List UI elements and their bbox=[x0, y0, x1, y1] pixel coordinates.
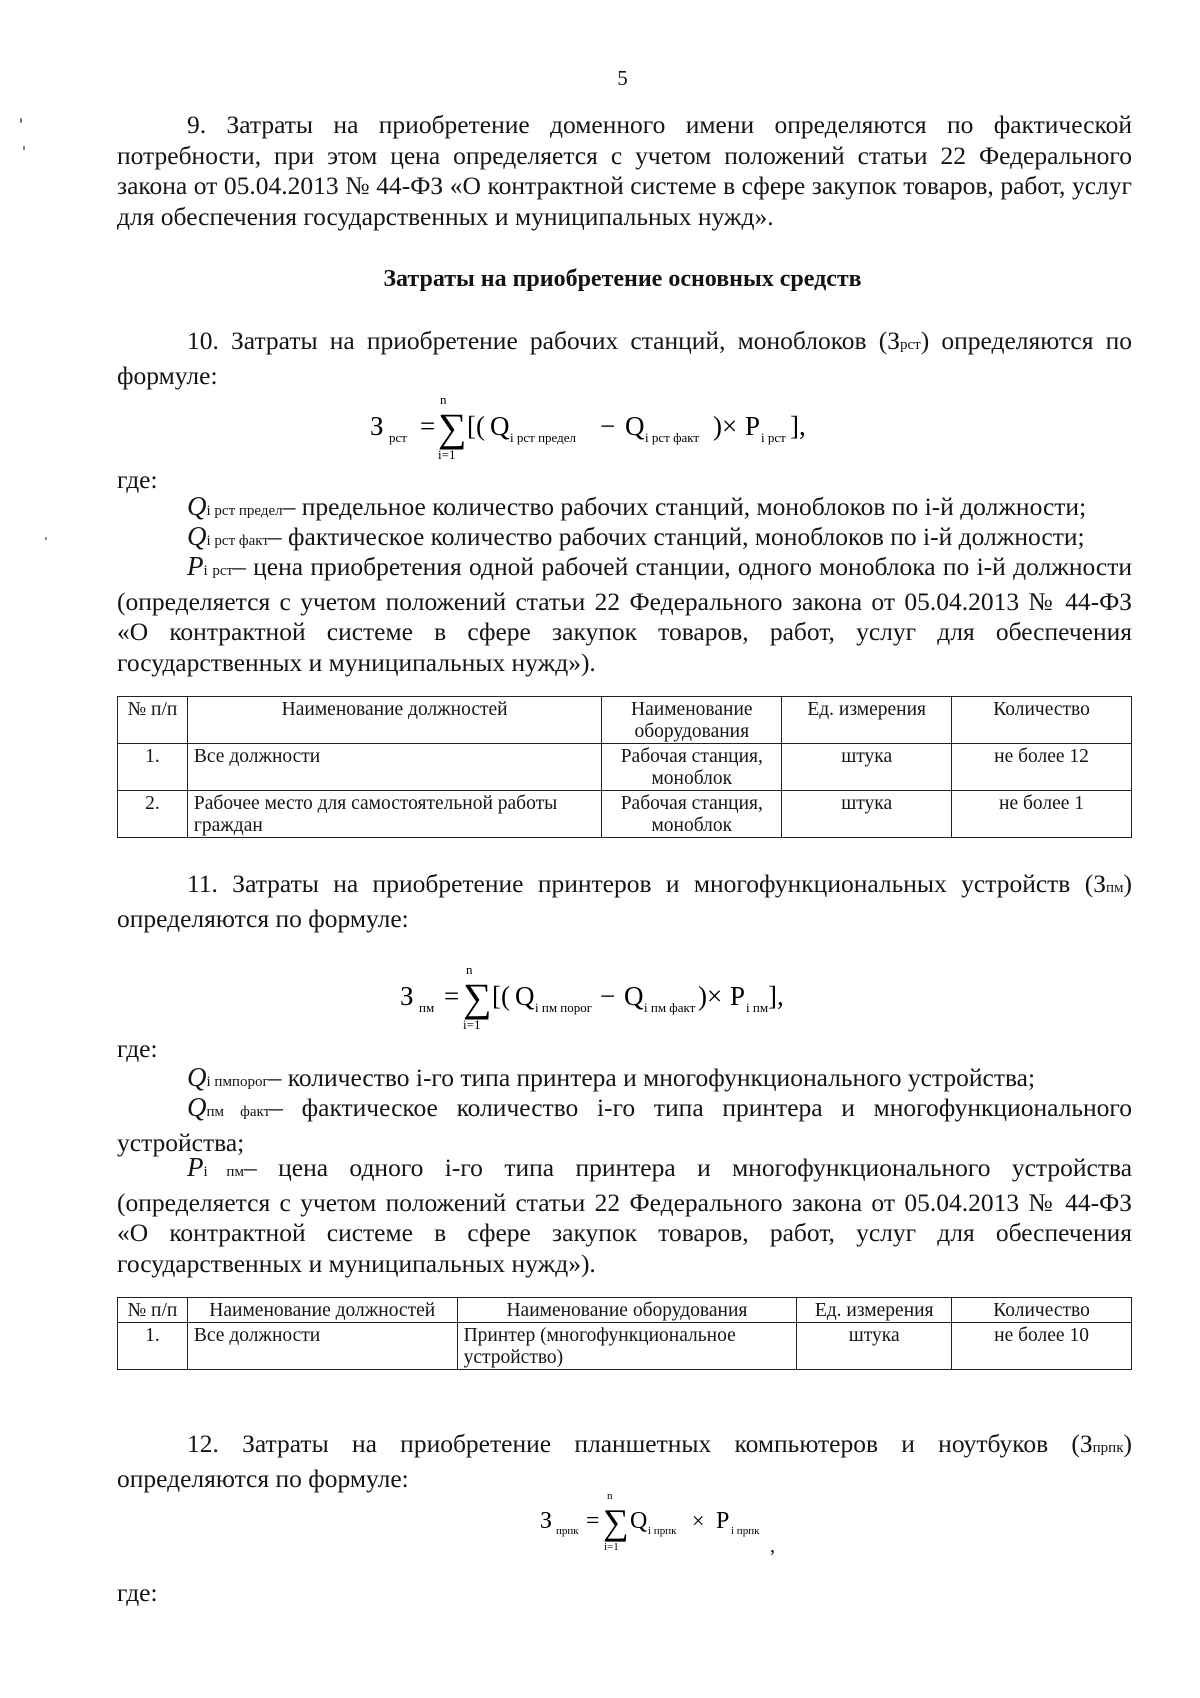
header-cell: Наименование должностей bbox=[187, 697, 601, 744]
formula-q1: Q bbox=[515, 981, 535, 1011]
header-cell: Количество bbox=[952, 1298, 1132, 1323]
scan-speck bbox=[45, 537, 47, 540]
header-cell: № п/п bbox=[118, 1298, 188, 1323]
definition-p-price: Pi рст– цена приобретения одной рабочей станции, одного моноблока по i-й должности (определяется с учетом положений статьи 22 Федерального закона от 05.04.2013 № 44-ФЗ «О контрактной системе в сфере закупок товаров, работ, услуг для обеспечения государственных и муниципальных нужд»). bbox=[117, 551, 1132, 677]
formula-lhs: З bbox=[370, 411, 384, 441]
paragraph-12-intro: 12. Затраты на приобретение планшетных компьютеров и ноутбуков (Зпрпк) определяются по формуле: bbox=[117, 1429, 1132, 1493]
header-cell: Ед. измерения bbox=[797, 1298, 952, 1323]
table-row bbox=[118, 791, 1132, 838]
header-cell: Наименование оборудования bbox=[602, 697, 782, 744]
sum-upper-limit: n bbox=[607, 1490, 613, 1502]
workstations-table bbox=[117, 696, 1132, 838]
table-cell: Рабочая станция, моноблок bbox=[602, 791, 782, 838]
svg-text:,: , bbox=[770, 1535, 775, 1557]
header-cell: Наименование должностей bbox=[187, 1298, 457, 1323]
formula-q1-sub: i пм порог bbox=[535, 1000, 593, 1015]
header-cell: № п/п bbox=[118, 697, 188, 744]
where-label: где: bbox=[117, 465, 158, 494]
formula-lhs-sub: рст bbox=[389, 430, 407, 445]
paragraph-10-intro: 10. Затраты на приобретение рабочих станций, моноблоков (Зрст) определяются по формуле: bbox=[117, 326, 1132, 390]
svg-text:∑: ∑ bbox=[438, 405, 467, 450]
table-cell: 1. bbox=[118, 744, 188, 791]
table-cell: не более 1 bbox=[952, 791, 1132, 838]
table-cell: Все должности bbox=[187, 744, 601, 791]
header-cell: Ед. измерения bbox=[782, 697, 952, 744]
table-cell: штука bbox=[782, 744, 952, 791]
header-cell: Наименование оборудования bbox=[457, 1298, 797, 1323]
formula-q1: Q bbox=[490, 411, 510, 441]
svg-text:=: = bbox=[586, 1508, 600, 1534]
scan-speck bbox=[20, 118, 22, 123]
sum-lower-limit: i=1 bbox=[604, 1541, 619, 1553]
table-cell: Рабочая станция, моноблок bbox=[602, 744, 782, 791]
formula-q1-sub: i рст предел bbox=[510, 430, 576, 445]
svg-text:)×: )× bbox=[713, 411, 738, 441]
formula-q2-sub: i рст факт bbox=[645, 430, 700, 445]
table-header-row bbox=[118, 1298, 1132, 1323]
definition-p-printers: Pi пм– цена одного i-го типа принтера и многофункционального устройства (определяется с учетом положений статьи 22 Федерального закона от 05.04.2013 № 44-ФЗ «О контрактной системе в сфере закупок товаров, работ, услуг для обеспечения государственных и муниципальных нужд»). bbox=[117, 1152, 1133, 1278]
page-number: 5 bbox=[617, 66, 628, 90]
formula-p-sub: i рст bbox=[761, 430, 786, 445]
table-cell: Рабочее место для самостоятельной работы граждан bbox=[187, 791, 601, 838]
table-row bbox=[118, 1323, 1132, 1370]
svg-text:)×: )× bbox=[698, 981, 723, 1011]
definition-q-actual: Qi рст факт– фактическое количество рабочих станций, моноблоков по i-й должности; bbox=[187, 521, 1085, 551]
table-cell: не более 12 bbox=[952, 744, 1132, 791]
table-cell: штука bbox=[797, 1323, 952, 1370]
table-cell: не более 10 bbox=[952, 1323, 1132, 1370]
paragraph-9: 9. Затраты на приобретение доменного имени определяются по фактической потребности, при этом цена определяется с учетом положений статьи 22 Федерального закона от 05.04.2013 № 44-ФЗ «О контрактной системе в сфере закупок товаров, работ, услуг для обеспечения государственных и муниципальных нужд». bbox=[117, 110, 1132, 231]
formula-q2: Q bbox=[625, 411, 645, 441]
sum-upper-limit: n bbox=[466, 963, 473, 977]
definition-q-threshold: Qi пмпорог– количество i-го типа принтера и многофункционального устройства; bbox=[187, 1062, 1036, 1092]
svg-text:−: − bbox=[600, 411, 616, 441]
table-cell: штука bbox=[782, 791, 952, 838]
table-row bbox=[118, 744, 1132, 791]
formula-p-sub: i пм bbox=[746, 1000, 769, 1015]
definition-q-actual-printers: Qпм факт– фактическое количество i-го типа принтера и многофункционального устройства; bbox=[117, 1092, 1132, 1157]
formula-p-sub: i прпк bbox=[731, 1525, 760, 1537]
formula-p: P bbox=[745, 411, 761, 441]
svg-text:−: − bbox=[600, 981, 616, 1011]
formula-lhs-sub: прпк bbox=[556, 1525, 579, 1537]
section-heading: Затраты на приобретение основных средств bbox=[383, 266, 862, 292]
formula-q2-sub: i пм факт bbox=[644, 1000, 696, 1015]
sum-lower-limit: i=1 bbox=[438, 447, 456, 462]
formula-q: Q bbox=[630, 1508, 648, 1534]
formula-p: P bbox=[716, 1508, 730, 1534]
paragraph-11-intro: 11. Затраты на приобретение принтеров и многофункциональных устройств (Зпм) определяются по формуле: bbox=[117, 869, 1132, 933]
table-header-row bbox=[118, 697, 1132, 744]
sum-upper-limit: n bbox=[440, 393, 447, 407]
svg-text:[(: [( bbox=[467, 411, 485, 441]
table-cell: 1. bbox=[118, 1323, 188, 1370]
formula-workstations bbox=[0, 393, 1200, 465]
header-cell: Количество bbox=[952, 697, 1132, 744]
svg-text:×: × bbox=[692, 1508, 705, 1533]
svg-text:=: = bbox=[420, 411, 436, 441]
printers-table bbox=[117, 1297, 1132, 1370]
formula-lhs: З bbox=[400, 981, 414, 1011]
formula-lhs: З bbox=[540, 1508, 553, 1534]
svg-text:],: ], bbox=[790, 411, 806, 441]
where-label: где: bbox=[117, 1034, 158, 1063]
formula-q2: Q bbox=[624, 981, 644, 1011]
scan-speck bbox=[23, 146, 25, 150]
formula-tablets bbox=[0, 1490, 1200, 1562]
table-cell: Все должности bbox=[187, 1323, 457, 1370]
table-cell: Принтер (многофункциональное устройство) bbox=[457, 1323, 797, 1370]
formula-lhs-sub: пм bbox=[419, 1000, 435, 1015]
formula-q-sub: i прпк bbox=[648, 1525, 677, 1537]
svg-text:∑: ∑ bbox=[603, 1502, 629, 1542]
svg-text:∑: ∑ bbox=[463, 975, 492, 1020]
svg-text:[(: [( bbox=[492, 981, 510, 1011]
where-label: где: bbox=[117, 1578, 158, 1607]
definition-q-limit: Qi рст предел– предельное количество рабочих станций, моноблоков по i-й должности; bbox=[187, 491, 1087, 521]
sum-lower-limit: i=1 bbox=[463, 1017, 481, 1032]
svg-text:=: = bbox=[444, 981, 460, 1011]
svg-text:],: ], bbox=[768, 981, 784, 1011]
formula-p: P bbox=[730, 981, 746, 1011]
formula-printers bbox=[0, 963, 1200, 1035]
table-cell: 2. bbox=[118, 791, 188, 838]
